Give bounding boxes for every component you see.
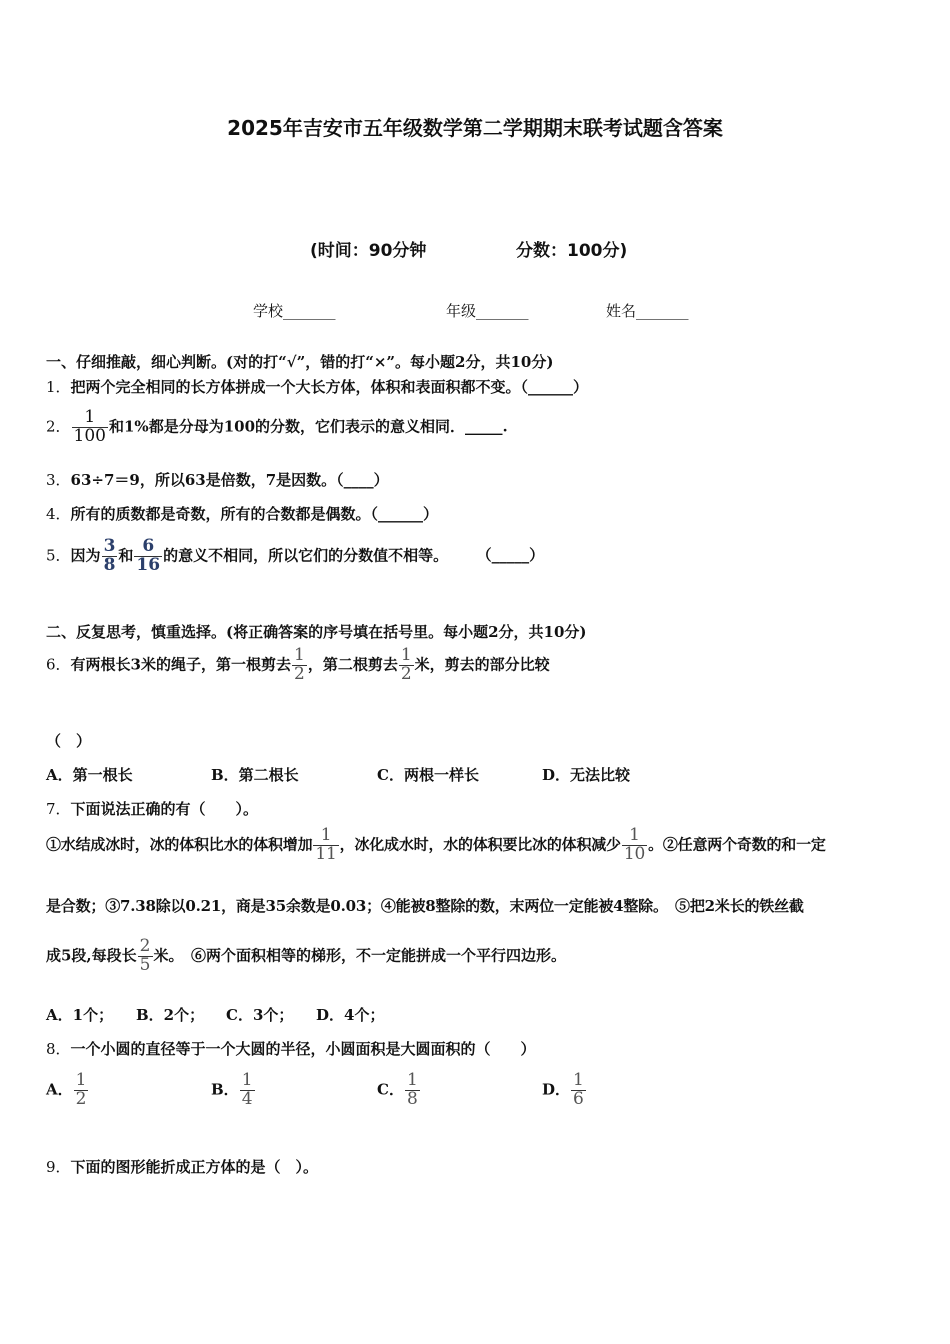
question-4 (46, 503, 438, 524)
question-3 (46, 469, 389, 490)
option-b: B．2个； (136, 1006, 205, 1024)
question-text: 有两根长3米的绳子，第一根剪去 (70, 655, 291, 674)
answer-paren: （ ） (46, 732, 92, 750)
question-number: 6． (46, 655, 71, 674)
name-field: 姓名_______ (606, 302, 689, 320)
option-b: B． $\frac{1}{4}$ (211, 1070, 253, 1109)
question-number: 2． (46, 417, 71, 436)
page-title: 2025年吉安市五年级数学第二学期期末联考试题含答案 (227, 116, 723, 140)
fraction: $\frac{1}{4}$ (241, 1070, 253, 1109)
question-number: 7． (46, 800, 71, 818)
question-2 (46, 409, 508, 446)
option-c: C． $\frac{1}{8}$ (377, 1070, 418, 1109)
question-text: 所有的质数都是奇数，所有的合数都是偶数。（______） (70, 505, 439, 523)
question-text: 成5段,每段长 (46, 946, 137, 965)
exam-score: 分数：100分) (516, 241, 628, 261)
question-text: 米。 ⑥两个面积相等的梯形，不一定能拼成一个平行四边形。 (153, 946, 567, 965)
question-number: 1． (46, 378, 71, 396)
question-8 (46, 1038, 536, 1059)
question-number: 5． (46, 546, 71, 565)
question-text: 和 (118, 546, 134, 565)
school-field: 学校_______ (253, 302, 336, 320)
question-text: 米，剪去的部分比较 (414, 655, 550, 674)
question-5 (46, 538, 544, 575)
fraction: $\frac{1}{2}$ (75, 1070, 87, 1109)
question-number: 9． (46, 1158, 71, 1176)
fraction: $\frac{1}{2}$ (400, 645, 412, 684)
option-a: A．1个； (46, 1006, 114, 1024)
question-6 (46, 647, 550, 684)
question-text: ①水结成冰时，冰的体积比水的体积增加 (46, 835, 313, 854)
option-a: A．第一根长 (46, 766, 133, 784)
option-c: C．3个； (226, 1006, 294, 1024)
option-d: D．无法比较 (542, 766, 631, 784)
question-text: ，冰化成水时，水的体积要比冰的体积减少 (339, 835, 621, 854)
fraction: $\frac{1}{2}$ (294, 645, 305, 684)
option-c: C．两根一样长 (377, 766, 479, 784)
fraction: $\frac{1}{11}$ (315, 825, 337, 864)
question-text: 的意义不相同，所以它们的分数值不相等。 (163, 546, 449, 565)
option-b: B．第二根长 (211, 766, 299, 784)
question-text: 因为 (70, 546, 101, 565)
fraction: $\frac{1}{100}$ (73, 407, 106, 446)
fraction: $\frac{6}{16}$ (136, 536, 161, 575)
question-text: 把两个完全相同的长方体拼成一个大长方体，体积和表面积都不变。（______） (70, 378, 589, 396)
question-text: 63÷7＝9，所以63是倍数，7是因数。（____） (70, 471, 389, 489)
answer-blank: （_____） (484, 546, 545, 565)
question-text: 和1%都是分母为100的分数，它们表示的意义相同．_____. (109, 417, 508, 436)
question-number: 8． (46, 1040, 71, 1058)
fraction: $\frac{1}{10}$ (623, 825, 646, 864)
question-number: 4． (46, 505, 71, 523)
option-d: D． $\frac{1}{6}$ (542, 1070, 584, 1109)
grade-field: 年级_______ (446, 302, 529, 320)
question-7-line-3 (46, 938, 566, 975)
question-text: 下面的图形能折成正方体的是（ ）。 (70, 1158, 319, 1176)
question-number: 3． (46, 471, 71, 489)
fraction: $\frac{3}{8}$ (103, 536, 116, 575)
question-text: 一个小圆的直径等于一个大圆的半径，小圆面积是大圆面积的（ ） (70, 1040, 536, 1058)
exam-time: (时间：90分钟 (310, 241, 427, 261)
question-7 (46, 798, 258, 819)
question-text: ，第二根剪去 (307, 655, 398, 674)
option-d: D．4个； (316, 1006, 385, 1024)
question-7-line-1 (46, 827, 826, 864)
fraction: $\frac{2}{5}$ (139, 936, 151, 975)
question-text: 。②任意两个奇数的和一定 (648, 835, 826, 854)
question-text: 下面说法正确的有（ ）。 (70, 800, 259, 818)
fraction: $\frac{1}{6}$ (573, 1070, 584, 1109)
question-9 (46, 1156, 318, 1177)
option-a: A． $\frac{1}{2}$ (46, 1070, 87, 1109)
question-1 (46, 376, 588, 397)
section-2-heading: 二、反复思考，慎重选择。(将正确答案的序号填在括号里。每小题2分，共10分) (46, 623, 587, 641)
section-1-heading: 一、仔细推敲，细心判断。(对的打“√”，错的打“×”。每小题2分，共10分) (46, 353, 554, 371)
question-7-line-2: 是合数；③7.38除以0.21，商是35余数是0.03；④能被8整除的数，末两位一定能被4整除。 ⑤把2米长的铁丝截 (46, 897, 804, 915)
fraction: $\frac{1}{8}$ (406, 1070, 418, 1109)
